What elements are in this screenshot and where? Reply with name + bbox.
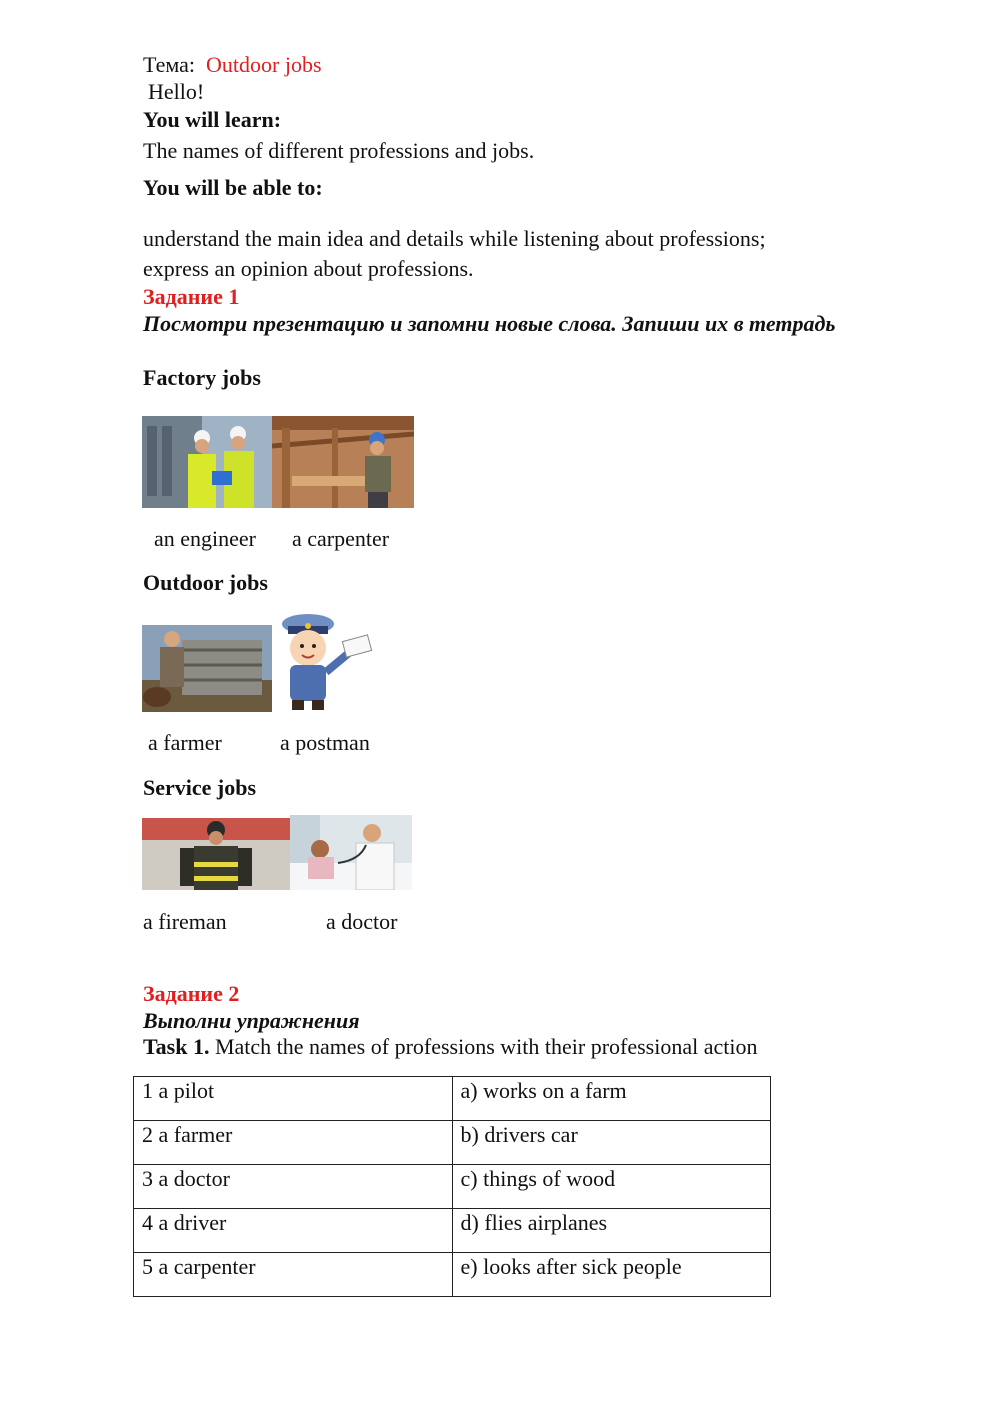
carpenter-caption: a carpenter [292, 526, 390, 551]
task-line [143, 1034, 758, 1060]
task1-title: Задание 1 [143, 284, 240, 309]
task1-instruction: Посмотри презентацию и запомни новые слова. Запиши их в тетрадь [143, 311, 836, 336]
table-row [134, 1077, 771, 1121]
able-line-1: understand the main idea and details while listening about professions; [143, 226, 766, 251]
doctor-photo [290, 815, 412, 890]
profession-cell: 4 a driver [134, 1209, 453, 1253]
engineer-photo [142, 416, 272, 508]
table-row [134, 1209, 771, 1253]
table-row [134, 1253, 771, 1297]
doctor-caption: a doctor [326, 909, 398, 934]
fireman-photo [142, 818, 290, 890]
learn-heading: You will learn: [143, 107, 282, 132]
postman-cartoon [272, 610, 376, 712]
service-heading: Service jobs [143, 775, 257, 800]
able-heading: You will be able to: [143, 175, 323, 200]
carpenter-photo [272, 416, 414, 508]
farmer-photo [142, 625, 272, 712]
action-cell: e) looks after sick people [452, 1253, 771, 1297]
postman-caption: a postman [280, 730, 370, 755]
able-line-2: express an opinion about professions. [143, 256, 474, 281]
outdoor-heading: Outdoor jobs [143, 570, 268, 595]
fireman-caption: a fireman [143, 909, 227, 934]
action-cell: b) drivers car [452, 1121, 771, 1165]
table-row [134, 1165, 771, 1209]
task2-instruction: Выполни упражнения [143, 1008, 360, 1033]
profession-cell: 1 a pilot [134, 1077, 453, 1121]
task2-title: Задание 2 [143, 981, 240, 1006]
action-cell: d) flies airplanes [452, 1209, 771, 1253]
action-cell: a) works on a farm [452, 1077, 771, 1121]
factory-heading: Factory jobs [143, 365, 261, 390]
profession-cell: 5 a carpenter [134, 1253, 453, 1297]
task-text: Match the names of professions with their professional action [209, 1034, 758, 1059]
topic-label: Тема: [143, 52, 196, 77]
profession-cell: 3 a doctor [134, 1165, 453, 1209]
action-cell: c) things of wood [452, 1165, 771, 1209]
task-label: Task 1. [143, 1034, 210, 1059]
farmer-caption: a farmer [148, 730, 222, 755]
profession-cell: 2 a farmer [134, 1121, 453, 1165]
learn-text: The names of different professions and jobs. [143, 138, 535, 163]
topic-line [143, 52, 322, 78]
topic-value: Outdoor jobs [206, 52, 322, 77]
table-row [134, 1121, 771, 1165]
greeting: Hello! [148, 79, 205, 104]
engineer-caption: an engineer [154, 526, 256, 551]
match-table [133, 1076, 771, 1297]
